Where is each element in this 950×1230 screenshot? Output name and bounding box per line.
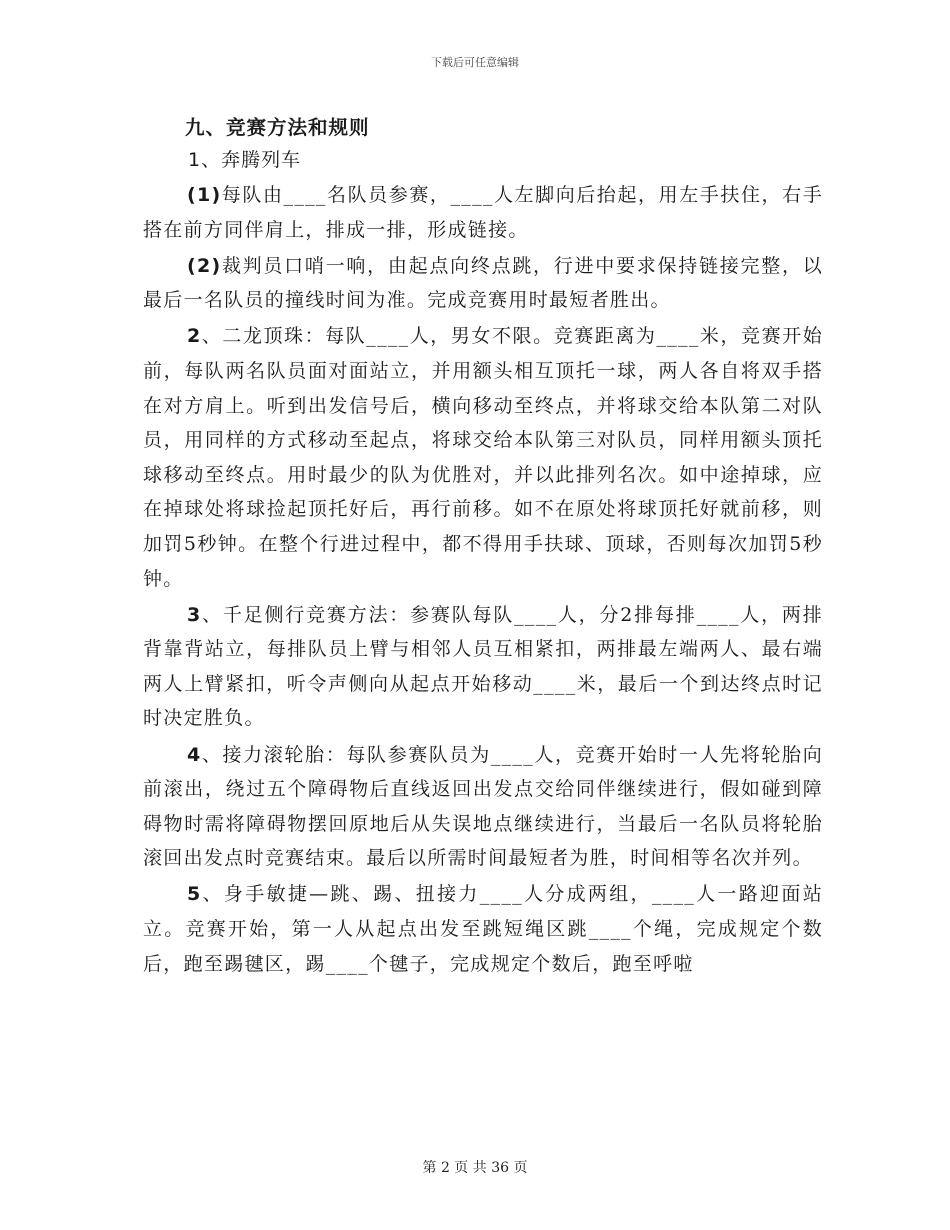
page-header: 下载后可任意编辑 xyxy=(431,56,519,69)
paragraph-2-number: (2) xyxy=(187,254,222,277)
paragraph-6-number: 5 xyxy=(187,883,202,906)
paragraph-2-text: 裁判员口哨一响，由起点向终点跳，行进中要求保持链接完整，以最后一名队员的撞线时间为准。完成竞赛用时最短者胜出。 xyxy=(143,254,823,312)
paragraph-4-text: 、千足侧行竞赛方法：参赛队每队____人，分2排每排____人，两排背靠背站立，每排队员上臂与相邻人员互相紧扣，两排最左端两人、最右端两人上臂紧扣，听令声侧向从起点开始移动____米，最后一个到达终点时记时决定胜负。 xyxy=(143,603,823,730)
document-body xyxy=(143,112,823,983)
paragraph-6 xyxy=(143,877,823,981)
page-footer: 第 2 页 共 36 页 xyxy=(422,1160,528,1176)
paragraph-3-number: 2 xyxy=(187,325,202,348)
section-heading: 九、竞赛方法和规则 xyxy=(185,116,370,139)
paragraph-2 xyxy=(143,249,823,318)
paragraph-1 xyxy=(143,178,823,247)
paragraph-5-text: 、接力滚轮胎：每队参赛队员为____人，竞赛开始时一人先将轮胎向前滚出，绕过五个障碍物后直线返回出发点交给同伴继续进行，假如碰到障碍物时需将障碍物摆回原地后从失误地点继续进行，当最后一名队员将轮胎滚回出发点时竞赛结束。最后以所需时间最短者为胜，时间相等名次并列。 xyxy=(143,743,823,870)
paragraph-5 xyxy=(143,738,823,876)
subsection-title: 1、奔腾列车 xyxy=(188,149,302,171)
paragraph-1-text: 每队由____名队员参赛，____人左脚向后抬起，用左手扶住，右手搭在前方同伴肩上，排成一排，形成链接。 xyxy=(143,184,823,241)
paragraph-1-number: (1) xyxy=(187,184,222,206)
paragraph-3 xyxy=(143,319,823,596)
paragraph-5-number: 4 xyxy=(187,743,202,766)
paragraph-4 xyxy=(143,598,823,736)
paragraph-3-text: 、二龙顶珠：每队____人，男女不限。竞赛距离为____米，竞赛开始前，每队两名队员面对面站立，并用额头相互顶托一球，两人各自将双手搭在对方肩上。听到出发信号后，横向移动至终点，并将球交给本队第二对队员，用同样的方式移动至起点，将球交给本队第三对队员，同样用额头顶托球移动至终点。用时最少的队为优胜对，并以此排列名次。如中途掉球，应在掉球处将球捡起顶托好后，再行前移。如不在原处将球顶托好就前移，则加罚5秒钟。在整个行进过程中，都不得用手扶球、顶球，否则每次加罚5秒钟。 xyxy=(143,325,823,590)
paragraph-4-number: 3 xyxy=(187,603,202,626)
paragraph-6-text: 、身手敏捷—跳、踢、扭接力____人分成两组，____人一路迎面站立。竞赛开始，第一人从起点出发至跳短绳区跳____个绳，完成规定个数后，跑至踢毽区，踢____个毽子，完成规定个数后，跑至呼啦 xyxy=(143,883,823,975)
